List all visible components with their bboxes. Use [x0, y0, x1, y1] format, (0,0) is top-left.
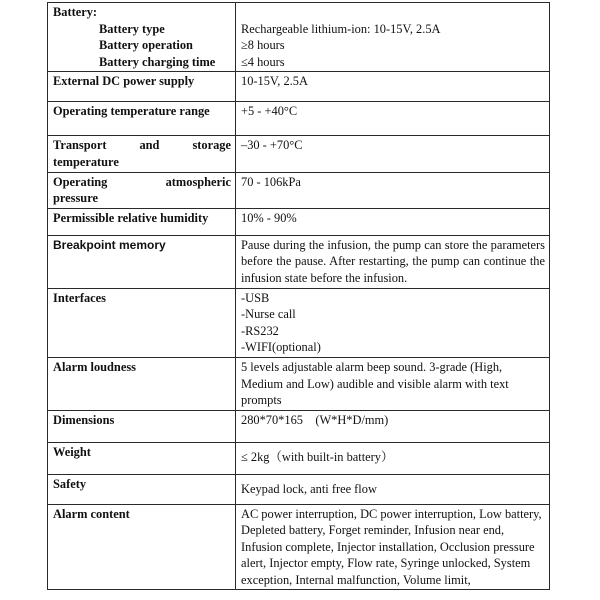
weight-label-text: Weight [53, 444, 91, 459]
external-dc-label: External DC power supply [48, 72, 236, 102]
table-row [48, 410, 550, 442]
operating-temp-label: Operating temperature range [48, 102, 236, 136]
alarm-loudness-value: 5 levels adjustable alarm beep sound. 3-grade (High, Medium and Low) audible and visible alarm with text prompts [236, 357, 550, 410]
battery-value-cell [236, 3, 550, 72]
operating-temp-value: +5 - +40°C [236, 102, 550, 136]
interface-item-rs232: -RS232 [241, 323, 279, 338]
weight-value-cell [236, 442, 550, 474]
table-row [48, 172, 550, 208]
alarm-content-value: AC power interruption, DC power interruption, Low battery, Depleted battery, Forget reminder, Infusion near end, Infusion complete, Injector installation, Occlusion pressure alert, Injector empty, Flow rate, Syringe unlocked, System exception, Internal malfunction, Volume limit, [236, 504, 550, 589]
interfaces-label: Interfaces [48, 288, 236, 357]
table-row [48, 136, 550, 172]
atm-pressure-label-line2: pressure [53, 191, 98, 206]
table-row [48, 208, 550, 235]
alarm-content-label: Alarm content [48, 504, 236, 589]
interface-item-wifi: -WIFI(optional) [241, 340, 321, 355]
table-row [48, 102, 550, 136]
transport-temp-label-line1: Transport and storage [53, 138, 231, 153]
table-row [48, 288, 550, 357]
table-row [48, 3, 550, 72]
battery-operation-value: ≥8 hours [241, 38, 285, 53]
battery-label: Battery: [53, 5, 98, 19]
table-row [48, 72, 550, 102]
interfaces-value-cell [236, 288, 550, 357]
transport-temp-label-line2: temperature [53, 154, 119, 169]
breakpoint-value: Pause during the infusion, the pump can store the parameters before the pause. After restarting, the pump can continue the infusion state before the infusion. [236, 235, 550, 288]
external-dc-value: 10-15V, 2.5A [236, 72, 550, 102]
alarm-loudness-label: Alarm loudness [48, 357, 236, 410]
interface-item-nurse-call: -Nurse call [241, 307, 296, 322]
table-row [48, 357, 550, 410]
battery-charging-label: Battery charging time [99, 54, 216, 69]
safety-value: Keypad lock, anti free flow [241, 481, 377, 496]
safety-label-text: Safety [53, 476, 87, 491]
breakpoint-label: Breakpoint memory [48, 235, 236, 288]
weight-label [48, 442, 236, 474]
battery-operation-label: Battery operation [99, 38, 193, 53]
atm-pressure-label-line1: Operating atmospheric [53, 174, 231, 189]
table-row [48, 474, 550, 504]
dimensions-label: Dimensions [48, 410, 236, 442]
battery-type-label: Battery type [99, 21, 165, 36]
transport-temp-label-cell [48, 136, 236, 172]
table-row [48, 504, 550, 589]
table-row [48, 235, 550, 288]
humidity-value: 10% - 90% [236, 208, 550, 235]
battery-type-value: Rechargeable lithium-ion: 10-15V, 2.5A [241, 21, 441, 36]
safety-value-cell [236, 474, 550, 504]
battery-label-cell [48, 3, 236, 72]
weight-value: ≤ 2kg（with built-in battery） [241, 449, 394, 464]
battery-charging-value: ≤4 hours [241, 54, 285, 69]
table-row [48, 442, 550, 474]
humidity-label: Permissible relative humidity [48, 208, 236, 235]
interface-item-usb: -USB [241, 290, 270, 305]
transport-temp-value: –30 - +70°C [236, 136, 550, 172]
specifications-table [47, 2, 550, 590]
atm-pressure-label-cell [48, 172, 236, 208]
safety-label [48, 474, 236, 504]
dimensions-value: 280*70*165 (W*H*D/mm) [236, 410, 550, 442]
atm-pressure-value: 70 - 106kPa [236, 172, 550, 208]
